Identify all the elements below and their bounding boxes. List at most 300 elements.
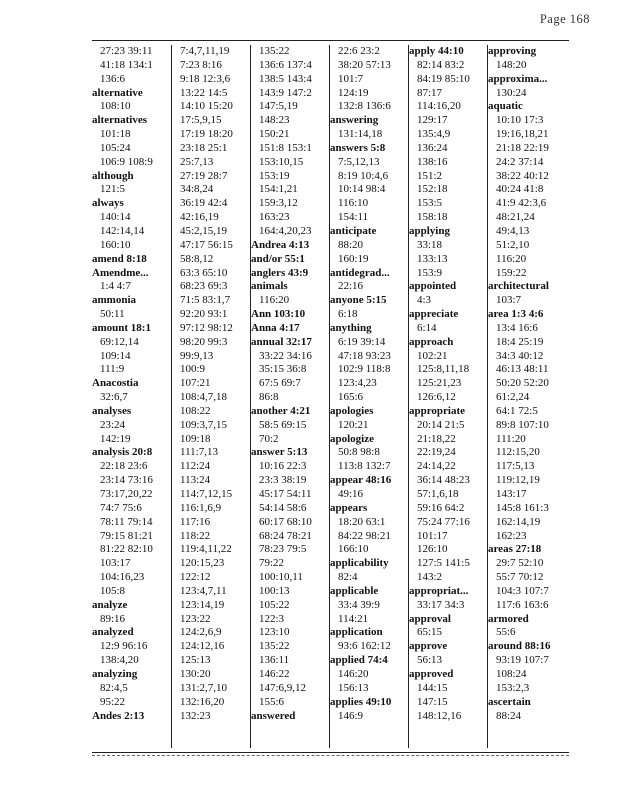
index-term: anyone 5:15 bbox=[330, 294, 387, 307]
page-number: Page 168 bbox=[539, 12, 590, 26]
index-column-1 bbox=[92, 45, 168, 748]
index-term: approve bbox=[409, 640, 448, 653]
index-reference: 36:19 42:4 bbox=[180, 197, 228, 210]
index-term: animals bbox=[251, 280, 288, 293]
index-reference: 138:4,20 bbox=[100, 654, 139, 667]
index-reference: 9:18 12:3,6 bbox=[180, 72, 231, 85]
index-reference: 112:15,20 bbox=[496, 446, 540, 459]
index-reference: 12:9 96:16 bbox=[100, 640, 148, 653]
index-reference: 116:20 bbox=[259, 294, 290, 307]
index-reference: 114:7,12,15 bbox=[180, 488, 233, 500]
index-reference: 123:4,7,11 bbox=[180, 584, 227, 597]
index-reference: 93:19 107:7 bbox=[496, 654, 549, 667]
index-reference: 81:22 82:10 bbox=[100, 543, 153, 556]
index-reference: 13:4 16:6 bbox=[496, 321, 538, 334]
index-reference: 136:6 bbox=[100, 72, 126, 85]
index-reference: 34:8,24 bbox=[180, 183, 214, 196]
index-reference: 142:19 bbox=[100, 432, 131, 445]
index-reference: 102:9 118:8 bbox=[338, 363, 391, 376]
index-term: approving bbox=[488, 45, 537, 57]
index-reference: 122:12 bbox=[180, 571, 211, 584]
index-term: ammonia bbox=[92, 294, 136, 307]
index-reference: 123:10 bbox=[259, 626, 290, 639]
index-reference: 89:8 107:10 bbox=[496, 418, 549, 431]
index-reference: 117:16 bbox=[180, 515, 211, 528]
index-reference: 121:5 bbox=[100, 183, 126, 196]
index-reference: 135:22 bbox=[259, 640, 290, 653]
index-term: Anacostia bbox=[92, 377, 139, 390]
index-reference: 41:9 42:3,6 bbox=[496, 197, 547, 210]
index-reference: 4:3 bbox=[417, 294, 432, 307]
index-reference: 116:1,6,9 bbox=[180, 501, 222, 514]
index-term: another 4:21 bbox=[251, 404, 311, 417]
index-term: answer 5:13 bbox=[251, 446, 308, 459]
index-reference: 123:22 bbox=[180, 612, 211, 625]
index-reference: 103:17 bbox=[100, 557, 131, 570]
index-reference: 10:14 98:4 bbox=[338, 183, 386, 196]
index-column-4 bbox=[329, 45, 406, 748]
index-reference: 84:22 98:21 bbox=[338, 529, 391, 542]
index-term: applicability bbox=[330, 557, 389, 570]
index-reference: 23:3 38:19 bbox=[259, 474, 307, 487]
index-reference: 95:22 bbox=[100, 695, 126, 708]
index-reference: 136:24 bbox=[417, 141, 448, 154]
index-term: appears bbox=[330, 501, 368, 514]
index-term: areas 27:18 bbox=[488, 543, 542, 556]
index-reference: 36:14 48:23 bbox=[417, 474, 470, 487]
index-reference: 27:19 28:7 bbox=[180, 169, 228, 182]
index-reference: 56:13 bbox=[417, 654, 443, 667]
index-reference: 123:4,23 bbox=[338, 377, 377, 390]
index-reference: 89:16 bbox=[100, 612, 126, 625]
index-reference: 108:4,7,18 bbox=[180, 391, 228, 404]
index-term: although bbox=[92, 169, 134, 182]
index-reference: 23:14 73:16 bbox=[100, 474, 153, 487]
index-reference: 153:9 bbox=[417, 266, 443, 279]
index-reference: 79:15 81:21 bbox=[100, 529, 153, 542]
index-reference: 10:10 17:3 bbox=[496, 114, 544, 127]
index-reference: 148:20 bbox=[496, 58, 527, 71]
index-reference: 109:3,7,15 bbox=[180, 418, 228, 431]
index-reference: 116:10 bbox=[338, 197, 369, 210]
index-reference: 22:6 23:2 bbox=[338, 45, 380, 57]
index-term: appropriat... bbox=[409, 584, 469, 597]
index-reference: 126:6,12 bbox=[417, 391, 456, 404]
index-reference: 147:15 bbox=[417, 695, 448, 708]
index-term: analyze bbox=[92, 598, 128, 611]
index-reference: 7:4,7,11,19 bbox=[180, 45, 230, 57]
index-reference: 109:18 bbox=[180, 432, 211, 445]
index-term: architectural bbox=[488, 280, 549, 293]
index-reference: 151:8 153:1 bbox=[259, 141, 312, 154]
index-term: and/or 55:1 bbox=[251, 252, 305, 265]
index-reference: 101:18 bbox=[100, 128, 131, 141]
index-term: Amendme... bbox=[92, 266, 149, 279]
index-reference: 120:21 bbox=[338, 418, 369, 431]
index-reference: 114:16,20 bbox=[417, 100, 461, 113]
index-reference: 104:16,23 bbox=[100, 571, 145, 584]
index-reference: 100:13 bbox=[259, 584, 290, 597]
index-term: appear 48:16 bbox=[330, 474, 392, 487]
index-reference: 19:16,18,21 bbox=[496, 128, 549, 141]
index-reference: 135:4,9 bbox=[417, 128, 451, 141]
index-term: applies 49:10 bbox=[330, 695, 392, 708]
index-reference: 23:24 bbox=[100, 418, 126, 431]
index-reference: 111:7,13 bbox=[180, 446, 218, 459]
index-reference: 164:4,20,23 bbox=[259, 224, 312, 237]
index-term: approval bbox=[409, 612, 451, 625]
index-reference: 112:24 bbox=[180, 460, 211, 473]
index-reference: 24:2 37:14 bbox=[496, 155, 544, 168]
index-reference: 22:16 bbox=[338, 280, 364, 293]
index-reference: 7:23 8:16 bbox=[180, 58, 222, 71]
index-reference: 143:9 147:2 bbox=[259, 86, 312, 99]
index-term: approved bbox=[409, 667, 454, 680]
index-term: anything bbox=[330, 321, 372, 334]
index-reference: 102:21 bbox=[417, 349, 448, 362]
index-reference: 152:18 bbox=[417, 183, 448, 196]
index-term: anticipate bbox=[330, 224, 377, 237]
index-reference: 143:17 bbox=[496, 488, 527, 500]
index-reference: 148:23 bbox=[259, 114, 290, 127]
index-reference: 108:10 bbox=[100, 100, 131, 113]
index-term: approach bbox=[409, 335, 454, 348]
index-reference: 1:4 4:7 bbox=[100, 280, 131, 293]
index-reference: 33:18 bbox=[417, 238, 443, 251]
index-reference: 47:17 56:15 bbox=[180, 238, 233, 251]
index-reference: 126:10 bbox=[417, 543, 448, 556]
index-term: analysis 20:8 bbox=[92, 446, 153, 459]
index-reference: 58:8,12 bbox=[180, 252, 214, 265]
index-term: analyses bbox=[92, 404, 132, 417]
index-reference: 132:16,20 bbox=[180, 695, 225, 708]
index-reference: 78:23 79:5 bbox=[259, 543, 307, 556]
index-reference: 49:16 bbox=[338, 488, 364, 500]
index-reference: 113:24 bbox=[180, 474, 211, 487]
index-reference: 100:9 bbox=[180, 363, 206, 376]
index-term: always bbox=[92, 197, 124, 210]
index-reference: 153:5 bbox=[417, 197, 443, 210]
index-reference: 147:6,9,12 bbox=[259, 681, 307, 694]
index-term: Andrea 4:13 bbox=[251, 238, 310, 251]
index-reference: 25:7,13 bbox=[180, 155, 214, 168]
index-reference: 38:20 57:13 bbox=[338, 58, 391, 71]
index-term: armored bbox=[488, 612, 529, 625]
index-reference: 105:22 bbox=[259, 598, 290, 611]
index-reference: 50:11 bbox=[100, 308, 125, 321]
index-reference: 10:16 22:3 bbox=[259, 460, 307, 473]
index-reference: 158:18 bbox=[417, 211, 448, 224]
index-reference: 55:6 bbox=[496, 626, 516, 639]
index-reference: 105:8 bbox=[100, 584, 126, 597]
index-reference: 8:19 10:4,6 bbox=[338, 169, 389, 182]
index-term: Anna 4:17 bbox=[251, 321, 300, 334]
index-reference: 147:5,19 bbox=[259, 100, 298, 113]
index-reference: 33:4 39:9 bbox=[338, 598, 380, 611]
index-reference: 123:14,19 bbox=[180, 598, 225, 611]
index-column-2 bbox=[171, 45, 248, 748]
index-term: aquatic bbox=[488, 100, 523, 113]
index-term: apply 44:10 bbox=[409, 45, 464, 57]
index-term: Andes 2:13 bbox=[92, 709, 145, 722]
index-reference: 35:15 36:8 bbox=[259, 363, 307, 376]
index-reference: 124:2,6,9 bbox=[180, 626, 222, 639]
index-reference: 17:5,9,15 bbox=[180, 114, 222, 127]
index-reference: 151:2 bbox=[417, 169, 443, 182]
index-reference: 130:20 bbox=[180, 667, 211, 680]
index-reference: 154:1,21 bbox=[259, 183, 298, 196]
index-reference: 82:14 83:2 bbox=[417, 58, 465, 71]
index-reference: 57:1,6,18 bbox=[417, 488, 459, 500]
index-reference: 133:13 bbox=[417, 252, 448, 265]
index-reference: 65:15 bbox=[417, 626, 443, 639]
index-reference: 162:23 bbox=[496, 529, 527, 542]
index-reference: 153:10,15 bbox=[259, 155, 304, 168]
index-reference: 48:21,24 bbox=[496, 211, 535, 224]
index-term: answering bbox=[330, 114, 379, 127]
index-reference: 41:18 134:1 bbox=[100, 58, 153, 71]
index-reference: 68:23 69:3 bbox=[180, 280, 228, 293]
index-reference: 144:15 bbox=[417, 681, 448, 694]
index-reference: 84:19 85:10 bbox=[417, 72, 470, 85]
index-term: analyzed bbox=[92, 626, 134, 639]
index-reference: 6:19 39:14 bbox=[338, 335, 386, 348]
index-reference: 75:24 77:16 bbox=[417, 515, 470, 528]
index-term: antidegrad... bbox=[330, 266, 390, 279]
index-term: amend 8:18 bbox=[92, 252, 147, 265]
index-term: apologize bbox=[330, 432, 374, 445]
index-reference: 154:11 bbox=[338, 211, 369, 224]
index-reference: 40:24 41:8 bbox=[496, 183, 544, 196]
index-reference: 114:21 bbox=[338, 612, 369, 625]
index-reference: 124:19 bbox=[338, 86, 369, 99]
index-reference: 165:6 bbox=[338, 391, 364, 404]
index-reference: 107:21 bbox=[180, 377, 211, 390]
index-term: appropriate bbox=[409, 404, 466, 417]
index-term: answers 5:8 bbox=[330, 141, 386, 154]
index-reference: 45:17 54:11 bbox=[259, 488, 312, 500]
index-term: alternative bbox=[92, 86, 143, 99]
index-reference: 146:20 bbox=[338, 667, 369, 680]
index-reference: 106:9 108:9 bbox=[100, 155, 153, 168]
index-reference: 153:2,3 bbox=[496, 681, 530, 694]
index-reference: 49:4,13 bbox=[496, 224, 530, 237]
index-reference: 64:1 72:5 bbox=[496, 404, 538, 417]
index-reference: 111:20 bbox=[496, 432, 526, 445]
index-reference: 103:7 bbox=[496, 294, 522, 307]
index-reference: 166:10 bbox=[338, 543, 369, 556]
index-page bbox=[92, 40, 569, 753]
index-reference: 131:2,7,10 bbox=[180, 681, 228, 694]
index-reference: 74:7 75:6 bbox=[100, 501, 142, 514]
index-reference: 146:9 bbox=[338, 709, 364, 722]
index-reference: 108:22 bbox=[180, 404, 211, 417]
index-term: analyzing bbox=[92, 667, 138, 680]
index-reference: 17:19 18:20 bbox=[180, 128, 233, 141]
index-reference: 79:22 bbox=[259, 557, 285, 570]
index-term: alternatives bbox=[92, 114, 147, 127]
index-term: ascertain bbox=[488, 695, 531, 708]
index-reference: 61:2,24 bbox=[496, 391, 530, 404]
index-reference: 14:10 15:20 bbox=[180, 100, 233, 113]
index-reference: 116:20 bbox=[496, 252, 527, 265]
index-reference: 33:17 34:3 bbox=[417, 598, 465, 611]
index-term: answered bbox=[251, 709, 296, 722]
index-term: amount 18:1 bbox=[92, 321, 151, 334]
index-reference: 156:13 bbox=[338, 681, 369, 694]
index-reference: 88:20 bbox=[338, 238, 364, 251]
index-reference: 136:11 bbox=[259, 654, 290, 667]
index-reference: 125:13 bbox=[180, 654, 211, 667]
index-reference: 159:3,12 bbox=[259, 197, 298, 210]
index-reference: 145:8 161:3 bbox=[496, 501, 549, 514]
index-reference: 98:20 99:3 bbox=[180, 335, 228, 348]
index-reference: 6:18 bbox=[338, 308, 358, 321]
index-reference: 120:15,23 bbox=[180, 557, 225, 570]
index-reference: 138:16 bbox=[417, 155, 448, 168]
index-reference: 108:24 bbox=[496, 667, 527, 680]
index-reference: 150:21 bbox=[259, 128, 290, 141]
index-reference: 125:21,23 bbox=[417, 377, 462, 390]
index-reference: 60:17 68:10 bbox=[259, 515, 312, 528]
index-reference: 20:14 21:5 bbox=[417, 418, 465, 431]
index-reference: 138:5 143:4 bbox=[259, 72, 312, 85]
index-term: applied 74:4 bbox=[330, 654, 388, 667]
index-reference: 163:23 bbox=[259, 211, 290, 224]
index-reference: 68:24 78:21 bbox=[259, 529, 312, 542]
index-reference: 155:6 bbox=[259, 695, 285, 708]
index-reference: 117:5,13 bbox=[496, 460, 535, 473]
index-reference: 125:8,11,18 bbox=[417, 363, 470, 376]
index-reference: 70:2 bbox=[259, 432, 279, 445]
index-reference: 67:5 69:7 bbox=[259, 377, 301, 390]
index-reference: 29:7 52:10 bbox=[496, 557, 544, 570]
index-term: around 88:16 bbox=[488, 640, 551, 653]
index-term: apologies bbox=[330, 404, 374, 417]
index-column-5 bbox=[408, 45, 485, 748]
index-reference: 34:3 40:12 bbox=[496, 349, 544, 362]
index-reference: 109:14 bbox=[100, 349, 131, 362]
index-reference: 148:12,16 bbox=[417, 709, 462, 722]
index-reference: 118:22 bbox=[180, 529, 211, 542]
index-reference: 69:12,14 bbox=[100, 335, 139, 348]
index-reference: 127:5 141:5 bbox=[417, 557, 470, 570]
index-term: appreciate bbox=[409, 308, 459, 321]
index-reference: 160:10 bbox=[100, 238, 131, 251]
index-column-6 bbox=[487, 45, 564, 748]
index-reference: 131:14,18 bbox=[338, 128, 383, 141]
index-reference: 18:20 63:1 bbox=[338, 515, 386, 528]
index-reference: 132:8 136:6 bbox=[338, 100, 391, 113]
index-term: approxima... bbox=[488, 72, 548, 85]
index-reference: 78:11 79:14 bbox=[100, 515, 153, 528]
index-term: applicable bbox=[330, 584, 379, 597]
index-reference: 111:9 bbox=[100, 363, 125, 376]
index-reference: 38:22 40:12 bbox=[496, 169, 549, 182]
index-reference: 82:4,5 bbox=[100, 681, 128, 694]
index-reference: 59:16 64:2 bbox=[417, 501, 465, 514]
index-reference: 159:22 bbox=[496, 266, 527, 279]
index-reference: 92:20 93:1 bbox=[180, 308, 228, 321]
index-reference: 32:6,7 bbox=[100, 391, 128, 404]
index-reference: 104:3 107:7 bbox=[496, 584, 549, 597]
index-reference: 132:23 bbox=[180, 709, 211, 722]
index-term: Ann 103:10 bbox=[251, 308, 306, 321]
index-reference: 21:18 22:19 bbox=[496, 141, 549, 154]
index-reference: 140:14 bbox=[100, 211, 131, 224]
index-reference: 119:4,11,22 bbox=[180, 543, 232, 556]
index-reference: 18:4 25:19 bbox=[496, 335, 544, 348]
index-reference: 100:10,11 bbox=[259, 571, 303, 584]
index-term: annual 32:17 bbox=[251, 335, 312, 348]
index-reference: 135:22 bbox=[259, 45, 290, 57]
index-reference: 153:19 bbox=[259, 169, 290, 182]
index-term: anglers 43:9 bbox=[251, 266, 309, 279]
index-reference: 6:14 bbox=[417, 321, 437, 334]
index-term: area 1:3 4:6 bbox=[488, 308, 544, 321]
index-reference: 33:22 34:16 bbox=[259, 349, 312, 362]
footer-rule bbox=[92, 755, 569, 758]
index-reference: 22:18 23:6 bbox=[100, 460, 148, 473]
index-reference: 46:13 48:11 bbox=[496, 363, 549, 376]
index-reference: 50:8 98:8 bbox=[338, 446, 380, 459]
index-reference: 21:18,22 bbox=[417, 432, 456, 445]
index-reference: 82:4 bbox=[338, 571, 358, 584]
index-reference: 13:22 14:5 bbox=[180, 86, 228, 99]
index-reference: 51:2,10 bbox=[496, 238, 530, 251]
index-reference: 73:17,20,22 bbox=[100, 488, 153, 500]
index-reference: 24:14,22 bbox=[417, 460, 456, 473]
index-reference: 86:8 bbox=[259, 391, 279, 404]
index-reference: 124:12,16 bbox=[180, 640, 225, 653]
index-reference: 146:22 bbox=[259, 667, 290, 680]
index-reference: 42:16,19 bbox=[180, 211, 219, 224]
index-reference: 101:17 bbox=[417, 529, 448, 542]
index-reference: 130:24 bbox=[496, 86, 527, 99]
index-reference: 119:12,19 bbox=[496, 474, 540, 487]
index-term: appointed bbox=[409, 280, 457, 293]
index-reference: 122:3 bbox=[259, 612, 285, 625]
index-reference: 117:6 163:6 bbox=[496, 598, 549, 611]
index-reference: 23:18 25:1 bbox=[180, 141, 228, 154]
index-reference: 7:5,12,13 bbox=[338, 155, 380, 168]
index-reference: 58:5 69:15 bbox=[259, 418, 307, 431]
index-term: application bbox=[330, 626, 383, 639]
index-reference: 54:14 58:6 bbox=[259, 501, 307, 514]
index-reference: 47:18 93:23 bbox=[338, 349, 391, 362]
index-reference: 27:23 39:11 bbox=[100, 45, 153, 57]
index-reference: 22:19,24 bbox=[417, 446, 456, 459]
index-reference: 93:6 162:12 bbox=[338, 640, 391, 653]
index-column-3 bbox=[250, 45, 327, 748]
index-reference: 88:24 bbox=[496, 709, 522, 722]
index-reference: 63:3 65:10 bbox=[180, 266, 228, 279]
index-term: applying bbox=[409, 224, 450, 237]
index-reference: 113:8 132:7 bbox=[338, 460, 391, 473]
index-reference: 55:7 70:12 bbox=[496, 571, 544, 584]
index-reference: 101:7 bbox=[338, 72, 364, 85]
index-reference: 97:12 98:12 bbox=[180, 321, 233, 334]
index-reference: 136:6 137:4 bbox=[259, 58, 312, 71]
index-reference: 142:14,14 bbox=[100, 224, 145, 237]
index-reference: 129:17 bbox=[417, 114, 448, 127]
index-reference: 87:17 bbox=[417, 86, 443, 99]
index-reference: 160:19 bbox=[338, 252, 369, 265]
index-reference: 105:24 bbox=[100, 141, 131, 154]
index-reference: 143:2 bbox=[417, 571, 443, 584]
index-reference: 71:5 83:1,7 bbox=[180, 294, 231, 307]
index-reference: 162:14,19 bbox=[496, 515, 541, 528]
